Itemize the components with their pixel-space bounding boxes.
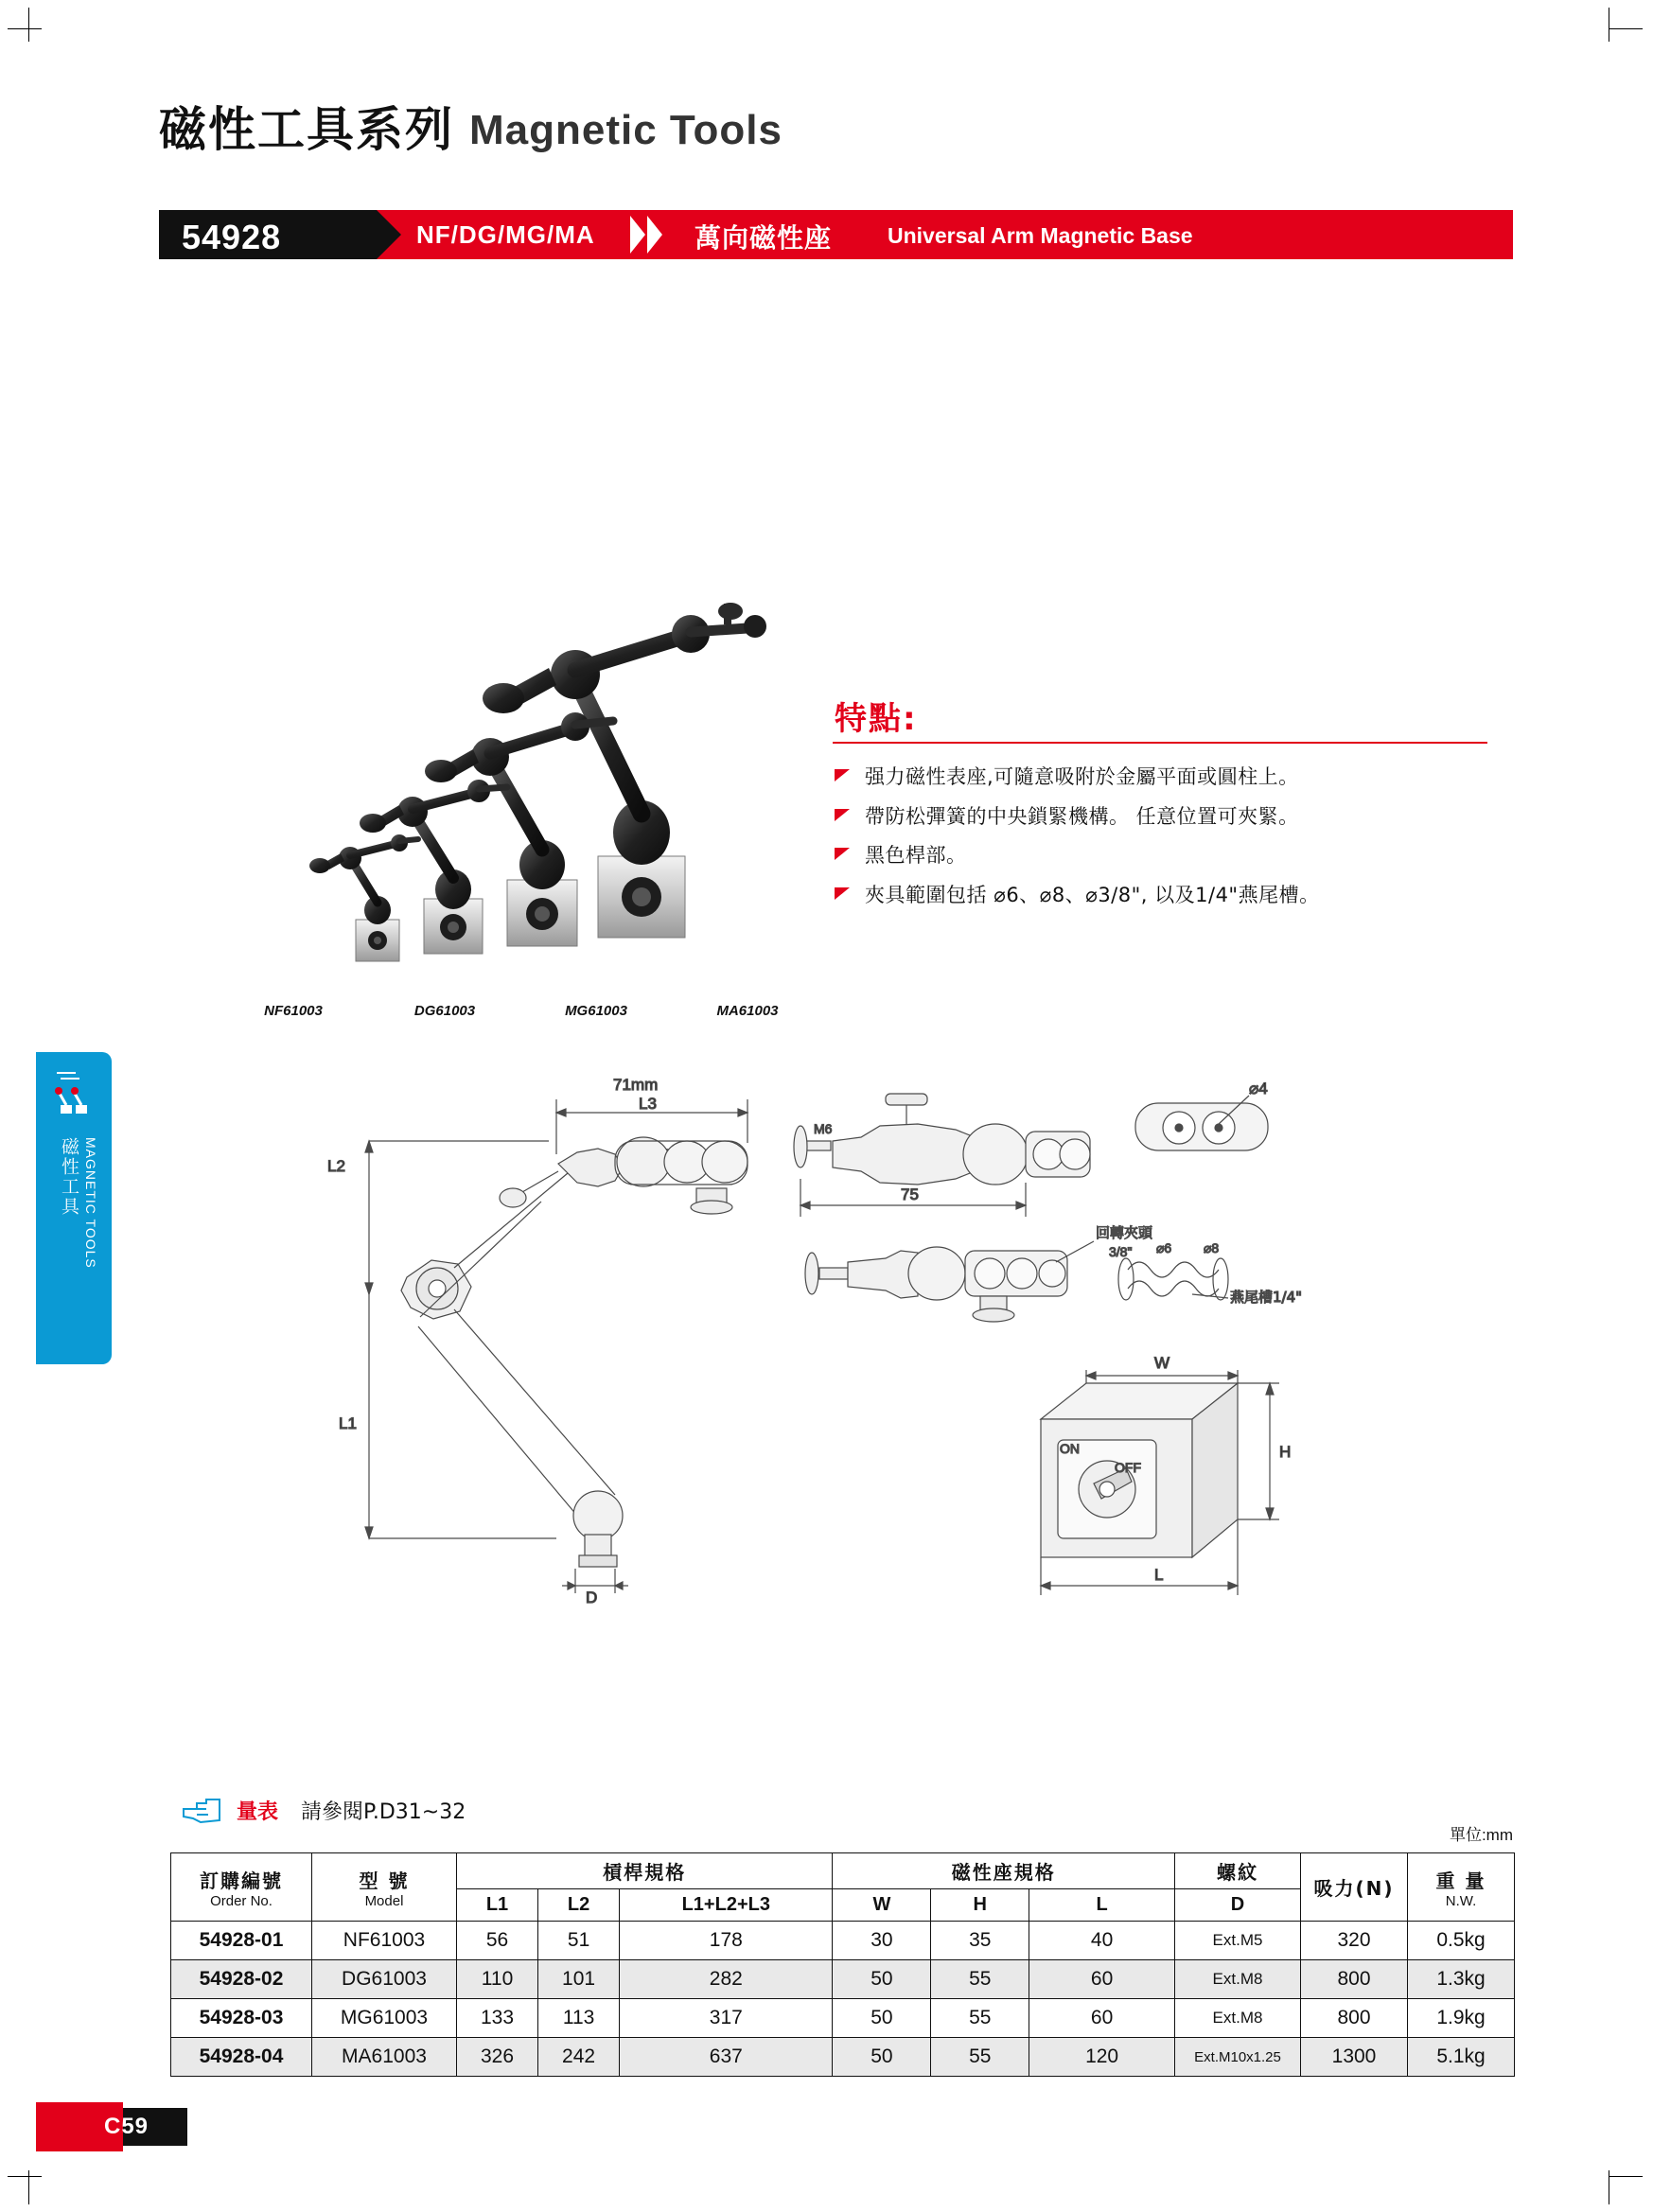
spec-table	[170, 1852, 1515, 2077]
sidebar-tab-label-cn: 磁性工具	[59, 1137, 79, 1217]
cell-h: 35	[931, 1922, 1029, 1960]
features-list	[833, 763, 1495, 920]
product-photo	[170, 388, 804, 1012]
cell-model: DG61003	[312, 1960, 457, 1999]
th-order-no: 訂購編號 Order No.	[171, 1853, 312, 1922]
cell-weight: 1.9kg	[1408, 1999, 1515, 2038]
cell-l1: 133	[457, 1999, 538, 2038]
feature-text: 强力磁性表座,可隨意吸附於金屬平面或圓柱上。	[865, 765, 1299, 788]
cell-weight: 5.1kg	[1408, 2038, 1515, 2077]
cell-order-no: 54928-02	[171, 1960, 312, 1999]
clamp-dia8-label: ⌀8	[1204, 1240, 1220, 1255]
th-h: H	[931, 1889, 1029, 1922]
page-title-en: Magnetic Tools	[469, 107, 783, 153]
cell-l: 40	[1029, 1922, 1175, 1960]
dim-dia4-label: ⌀4	[1249, 1080, 1268, 1097]
photo-caption: MG61003	[565, 1003, 627, 1019]
dim-m6-label: M6	[814, 1121, 833, 1136]
cell-force: 800	[1301, 1960, 1408, 1999]
cell-l: 60	[1029, 1999, 1175, 2038]
dim-l1-label: L1	[339, 1414, 357, 1432]
crop-mark-bl-h	[8, 2176, 42, 2177]
cell-w: 30	[833, 1922, 931, 1960]
dim-l3-label: L3	[639, 1095, 657, 1113]
cell-weight: 0.5kg	[1408, 1922, 1515, 1960]
chevron-right-icon	[630, 216, 674, 254]
page-title-cn: 磁性工具系列	[159, 102, 454, 157]
dim-l2-label: L2	[327, 1157, 345, 1175]
cell-l: 60	[1029, 1960, 1175, 1999]
th-model: 型 號 Model	[312, 1853, 457, 1922]
dim-d-label: D	[586, 1589, 598, 1606]
crop-mark-tr-h	[1609, 28, 1643, 29]
cell-h: 55	[931, 2038, 1029, 2077]
bullet-triangle-icon	[835, 848, 850, 860]
crop-mark-tl-h	[8, 28, 42, 29]
product-name-en: Universal Arm Magnetic Base	[888, 223, 1193, 248]
cell-weight: 1.3kg	[1408, 1960, 1515, 1999]
clamp-38-label: 3/8"	[1109, 1244, 1133, 1259]
cell-d: Ext.M10x1.25	[1175, 2038, 1301, 2077]
table-row	[171, 1960, 1515, 1999]
feature-text: 夾具範圍包括 ⌀6、⌀8、⌀3/8", 以及1/4"燕尾槽。	[865, 883, 1320, 906]
table-row	[171, 1999, 1515, 2038]
features-divider	[833, 742, 1487, 744]
cell-d: Ext.M5	[1175, 1922, 1301, 1960]
cell-l1: 326	[457, 2038, 538, 2077]
th-w: W	[833, 1889, 931, 1922]
photo-captions	[218, 1003, 823, 1019]
th-thread-group: 螺紋	[1175, 1853, 1301, 1889]
cell-h: 55	[931, 1999, 1029, 2038]
cell-force: 320	[1301, 1922, 1408, 1960]
cell-order-no: 54928-01	[171, 1922, 312, 1960]
clamp-dia6-label: ⌀6	[1156, 1240, 1172, 1255]
product-series: NF/DG/MG/MA	[416, 220, 595, 249]
dim-w-label: W	[1154, 1354, 1170, 1372]
cell-h: 55	[931, 1960, 1029, 1999]
cell-model: MG61003	[312, 1999, 457, 2038]
cell-l1: 56	[457, 1922, 538, 1960]
cell-l2: 113	[538, 1999, 620, 2038]
product-banner	[159, 210, 1513, 259]
bullet-triangle-icon	[835, 769, 850, 781]
th-l: L	[1029, 1889, 1175, 1922]
page-number: C59	[104, 2114, 149, 2139]
cell-w: 50	[833, 2038, 931, 2077]
dovetail-label: 燕尾槽1/4"	[1230, 1289, 1303, 1306]
photo-caption: NF61003	[264, 1003, 323, 1019]
cell-l2: 101	[538, 1960, 620, 1999]
pointing-hand-icon	[182, 1796, 225, 1828]
feature-item	[833, 841, 1495, 871]
switch-off-label: OFF	[1115, 1460, 1141, 1475]
cell-d: Ext.M8	[1175, 1960, 1301, 1999]
feature-item	[833, 802, 1495, 833]
cell-force: 800	[1301, 1999, 1408, 2038]
cell-order-no: 54928-03	[171, 1999, 312, 2038]
cell-l2: 242	[538, 2038, 620, 2077]
bullet-triangle-icon	[835, 887, 850, 900]
cell-order-no: 54928-04	[171, 2038, 312, 2077]
cell-sum: 178	[620, 1922, 833, 1960]
technical-drawings	[170, 1050, 1514, 1694]
unit-note: 單位:mm	[1449, 1826, 1513, 1844]
cell-w: 50	[833, 1960, 931, 1999]
dim-l3-value: 71mm	[613, 1076, 659, 1094]
features-title: 特點:	[835, 700, 918, 738]
table-row	[171, 2038, 1515, 2077]
product-code: 54928	[182, 218, 282, 256]
feature-text: 帶防松彈簧的中央鎖緊機構。 任意位置可夾緊。	[865, 804, 1299, 828]
cell-l1: 110	[457, 1960, 538, 1999]
product-name-cn: 萬向磁性座	[695, 222, 833, 254]
bullet-triangle-icon	[835, 809, 850, 821]
th-l2: L2	[538, 1889, 620, 1922]
th-arm-group: 槓桿規格	[457, 1853, 833, 1889]
magnetic-tool-icon	[51, 1067, 97, 1120]
cell-w: 50	[833, 1999, 931, 2038]
cell-l2: 51	[538, 1922, 620, 1960]
photo-caption: DG61003	[413, 1003, 476, 1019]
photo-caption: MA61003	[716, 1003, 779, 1019]
cell-l: 120	[1029, 2038, 1175, 2077]
dim-h-label: H	[1279, 1443, 1292, 1461]
th-sum: L1+L2+L3	[620, 1889, 833, 1922]
feature-item	[833, 881, 1495, 911]
th-weight: 重 量 N.W.	[1408, 1853, 1515, 1922]
th-d: D	[1175, 1889, 1301, 1922]
sidebar-tab-label-en: MAGNETIC TOOLS	[83, 1137, 98, 1269]
cell-force: 1300	[1301, 2038, 1408, 2077]
cell-sum: 637	[620, 2038, 833, 2077]
cell-sum: 282	[620, 1960, 833, 1999]
th-base-group: 磁性座規格	[833, 1853, 1175, 1889]
th-l1: L1	[457, 1889, 538, 1922]
cell-sum: 317	[620, 1999, 833, 2038]
crop-mark-br-h	[1609, 2176, 1643, 2177]
page-title	[159, 102, 783, 157]
dim-l-label: L	[1154, 1566, 1164, 1584]
table-row	[171, 1922, 1515, 1960]
note-black-text: 請參閱P.D31~32	[301, 1800, 466, 1824]
note-red-text: 量表	[237, 1800, 279, 1824]
cell-model: MA61003	[312, 2038, 457, 2077]
feature-item	[833, 763, 1495, 793]
sidebar-tab-magnetic-tools[interactable]	[36, 1052, 112, 1364]
feature-text: 黑色桿部。	[865, 844, 967, 867]
cell-d: Ext.M8	[1175, 1999, 1301, 2038]
dim-75-label: 75	[901, 1185, 919, 1203]
th-force: 吸力(N)	[1301, 1853, 1408, 1922]
crop-mark-tl-v	[28, 8, 29, 42]
clamp-head-label: 回轉夾頭	[1096, 1224, 1153, 1241]
switch-on-label: ON	[1060, 1441, 1080, 1456]
cell-model: NF61003	[312, 1922, 457, 1960]
